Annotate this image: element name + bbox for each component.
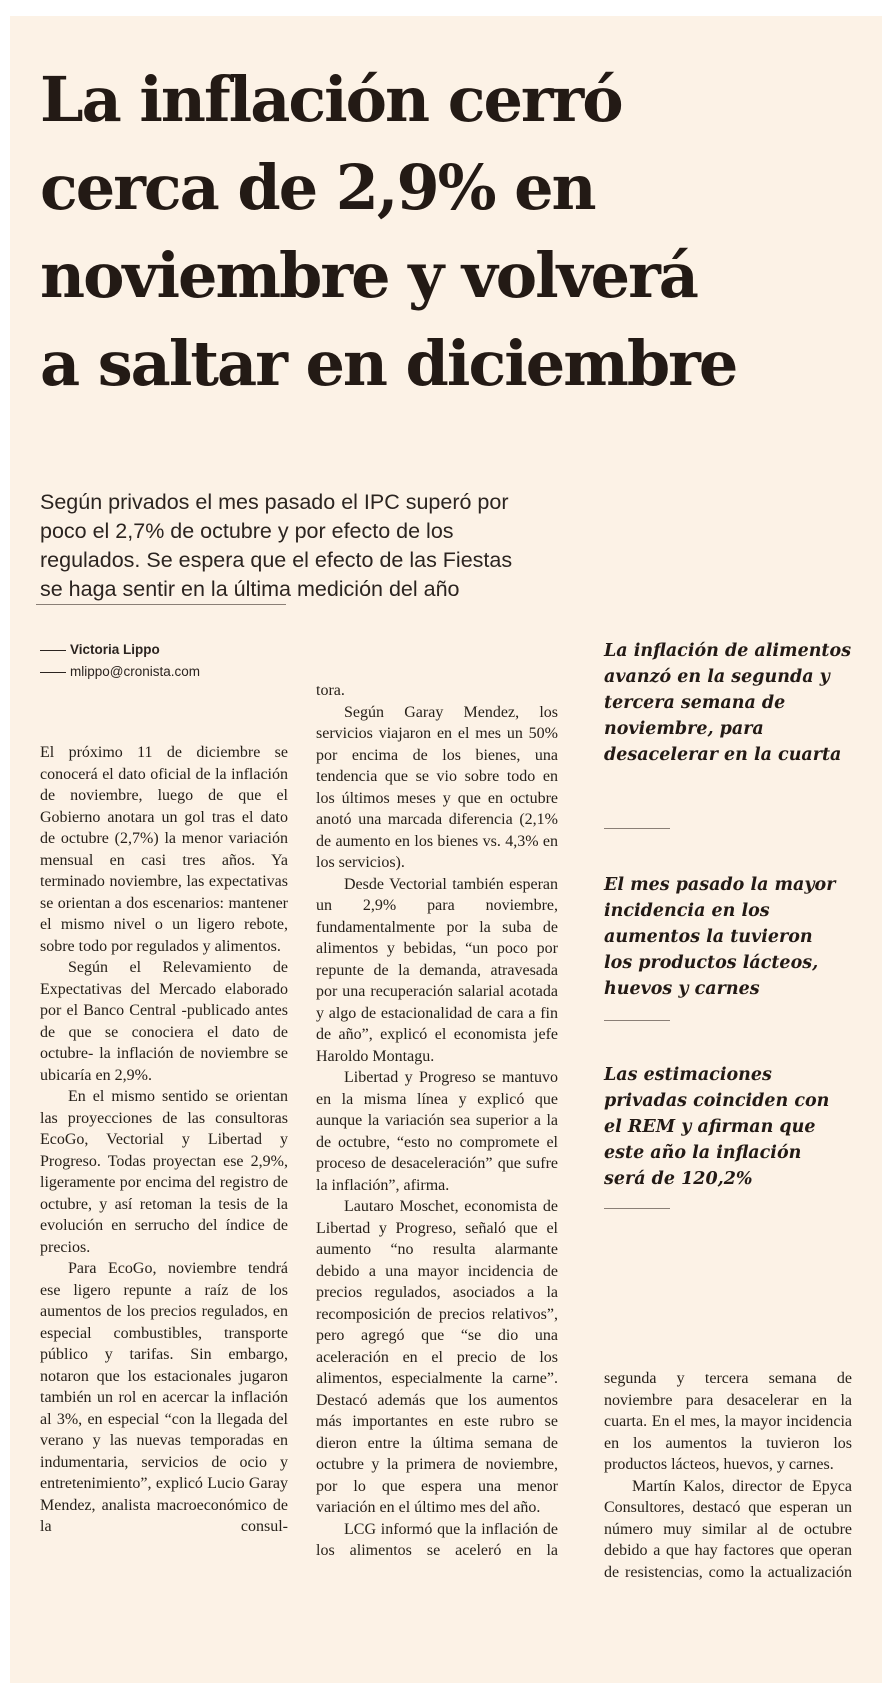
pullquote-divider (604, 1020, 670, 1021)
pullquote-line: Las estimaciones (604, 1065, 772, 1085)
paragraph: Según el Relevamiento de Expectativas del Mercado elaborado por el Banco Central -publicado antes de que se conociera el dato de octubre- la inflación de noviembre se ubicaría en 2,9%. (40, 959, 288, 1084)
subhead-divider (36, 604, 286, 605)
byline-author (40, 642, 160, 657)
headline (40, 56, 860, 408)
headline-line: noviembre y volverá (40, 239, 697, 312)
pullquote-3 (604, 1062, 864, 1192)
paragraph: El próximo 11 de diciembre se conocerá el dato oficial de la inflación de noviembre, luego de que el Gobierno anotara un gol tras el dato de octubre (2,7%) la menor variación mensual en casi tres años. Ya terminado noviembre, las expectativas se orientan a dos escenarios: mantener el mismo nivel o un ligero rebote, sobre todo por regulados y alimentos. (40, 744, 288, 955)
paragraph: Desde Vectorial también esperan un 2,9% para noviembre, fundamentalmente por la suba de alimentos y bebidas, “un poco por repunte de la demanda, atravesada por una recuperación salarial acotada y algo de estacionalidad de cara a fin de año”, explicó el economista jefe Haroldo Montagu. (316, 875, 558, 1065)
subheadline-line: se haga sentir en la última medición del año (40, 577, 460, 601)
pullquote-line: privadas coinciden con (604, 1091, 830, 1111)
pullquote-line: El mes pasado la mayor (604, 875, 836, 895)
pullquote-line: el REM y afirman que (604, 1117, 816, 1137)
subheadline-line: Según privados el mes pasado el IPC superó por (40, 490, 509, 514)
pullquote-line: avanzó en la segunda y (604, 667, 830, 687)
pullquote-line: será de 120,2% (604, 1169, 753, 1189)
pullquote-line: tercera semana de (604, 693, 786, 713)
paragraph: Lautaro Moschet, economista de Libertad y Progreso, señaló que el aumento “no resulta alarmante debido a una mayor incidencia de precios regulados, asociados a la recomposición de precios relativos”, pero agregó que “se dio una aceleración en el precio de los alimentos, especialmente la carne”. Destacó además que los aumentos más importantes en este rubro se dieron entre la última semana de octubre y la primera de noviembre, por lo que espera una menor variación en el último mes del año. (316, 1198, 558, 1516)
paragraph: Martín Kalos, director de Epyca Consultores, destacó que esperan un número muy similar al de octubre debido a que hay factores que operan de resistencias, como la actualización (604, 1477, 852, 1581)
subheadline-line: poco el 2,7% de octubre y por efecto de los (40, 519, 454, 543)
author-name: Victoria Lippo (70, 642, 160, 657)
pullquote-line: incidencia en los (604, 901, 770, 921)
pullquote-divider (604, 828, 670, 829)
paragraph: tora. (316, 682, 345, 699)
pullquote-line: La inflación de alimentos (604, 641, 852, 661)
headline-line: La inflación cerró (40, 63, 622, 136)
article-column-3 (604, 1368, 852, 1583)
byline-dash (40, 672, 66, 673)
subheadline-line: regulados. Se espera que el efecto de las Fiestas (40, 548, 513, 572)
pullquote-2 (604, 872, 864, 1002)
newspaper-page (10, 16, 882, 1683)
pullquote-line: huevos y carnes (604, 979, 760, 999)
pullquote-line: desacelerar en la cuarta (604, 745, 842, 765)
paragraph: Libertad y Progreso se mantuvo en la misma línea y explicó que aunque la variación sea superior a la de octubre, “esto no compromete el proceso de desaceleración” que sufre la inflación”, afirma. (316, 1069, 558, 1194)
article-column-1 (40, 742, 288, 1538)
paragraph: LCG informó que la inflación de los alimentos se aceleró en la (316, 1520, 558, 1559)
pullquote-line: noviembre, para (604, 719, 764, 739)
subheadline (40, 488, 560, 604)
paragraph: Según Garay Mendez, los servicios viajaron en el mes un 50% por encima de los bienes, una tendencia que se vio sobre todo en los últimos meses y que en octubre anotó una marcada diferencia (2,1% de aumento en los bienes vs. 4,3% en los servicios). (316, 703, 558, 871)
author-email[interactable]: mlippo@cronista.com (70, 664, 200, 679)
pullquote-line: este año la inflación (604, 1143, 802, 1163)
byline-dash (40, 650, 66, 651)
headline-line: cerca de 2,9% en (40, 151, 595, 224)
pullquote-1 (604, 638, 864, 768)
pullquote-line: los productos lácteos, (604, 953, 819, 973)
byline-email (40, 664, 200, 679)
paragraph: segunda y tercera semana de noviembre para desacelerar en la cuarta. En el mes, la mayor incidencia en los aumentos la tuvieron los productos lácteos, huevos, y carnes. (604, 1370, 852, 1473)
article-column-2 (316, 680, 558, 1562)
headline-line: a saltar en diciembre (40, 327, 737, 400)
paragraph: En el mismo sentido se orientan las proyecciones de las consultoras EcoGo, Vectorial y Libertad y Progreso. Todas proyectan ese 2,9%, ligeramente por encima del registro de octubre, y así retoman la tesis de la evolución en serrucho del índice de precios. (40, 1088, 288, 1256)
pullquote-divider (604, 1208, 670, 1209)
paragraph: Para EcoGo, noviembre tendrá ese ligero repunte a raíz de los aumentos de los precios regulados, en especial combustibles, transporte público y tarifas. Sin embargo, notaron que los estacionales jugaron también un rol en acercar la inflación al 3%, en especial “con la llegada del verano y las nuevas temporadas en indumentaria, servicios de ocio y entretenimiento”, explicó Lucio Garay Mendez, analista macroeconómico de la consul- (40, 1260, 288, 1535)
pullquote-line: aumentos la tuvieron (604, 927, 813, 947)
